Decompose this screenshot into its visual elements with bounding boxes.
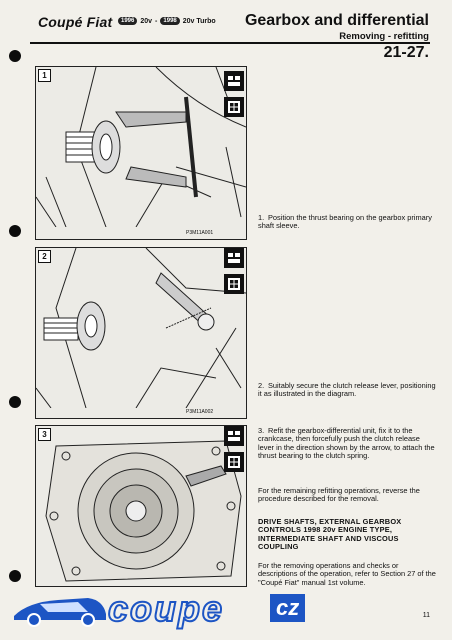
section-subtitle: Removing - refitting xyxy=(339,31,429,42)
figure-code: P3M11A002 xyxy=(186,409,214,415)
figure-number: 3 xyxy=(38,428,51,441)
remaining-note: For the remaining refitting operations, reverse the procedure described for the removal. xyxy=(258,486,420,504)
header-rule xyxy=(30,42,430,44)
step-3 xyxy=(258,427,436,461)
step-number: 2. xyxy=(258,381,265,390)
assembly-icon xyxy=(224,274,244,294)
binder-hole xyxy=(9,50,21,62)
binder-hole xyxy=(9,225,21,237)
figure-1-drawing xyxy=(36,67,246,227)
step-2 xyxy=(258,382,436,399)
figure-code: P3M11A001 xyxy=(186,230,214,236)
figure-number: 2 xyxy=(38,250,51,263)
brand-title: Coupé Fiat xyxy=(38,14,113,30)
figure-2 xyxy=(35,247,247,419)
assembly-icon xyxy=(224,452,244,472)
step-text: Position the thrust bearing on the gearbox primary shaft sleeve. xyxy=(258,213,432,231)
step-number: 1. xyxy=(258,213,265,222)
tool-icon xyxy=(224,426,244,446)
page-number: 11 xyxy=(422,612,430,619)
step-text: Suitably secure the clutch release lever, positioning it as illustrated in the diagram. xyxy=(258,381,436,399)
step-1 xyxy=(258,214,436,231)
binder-hole xyxy=(9,396,21,408)
tool-icon xyxy=(224,71,244,91)
figure-3 xyxy=(35,425,247,587)
engine-1-label: 20v xyxy=(140,17,153,25)
coupe-watermark xyxy=(8,586,328,634)
year-to-badge: 1998 xyxy=(160,17,179,25)
figure-1 xyxy=(35,66,247,240)
step-text: Refit the gearbox-differential unit, fix it to the crankcase, then forcefully push the clutch release lever in the direction shown by the arrow, to attach the thrust bearing to the clutch spring. xyxy=(258,426,435,461)
figure-2-drawing xyxy=(36,248,246,408)
binder-hole xyxy=(9,570,21,582)
assembly-icon xyxy=(224,97,244,117)
watermark-suffix: cz xyxy=(270,594,305,622)
tool-icon xyxy=(224,248,244,268)
dash: - xyxy=(155,17,158,25)
page-reference: 21-27. xyxy=(383,44,429,61)
reference-note: For the removing operations and checks or descriptions of the operation, refer to Section 27 of the "Coupé Fiat" manual 1st volume. xyxy=(258,561,436,587)
section-title: Gearbox and differential xyxy=(244,12,429,29)
section-heading: DRIVE SHAFTS, EXTERNAL GEARBOX CONTROLS 1998 20v ENGINE TYPE, INTERMEDIATE SHAFT AND VISCOUS COUPLING xyxy=(258,517,402,552)
engine-2-label: 20v Turbo xyxy=(182,17,216,25)
year-from-badge: 1996 xyxy=(118,17,137,25)
step-number: 3. xyxy=(258,426,265,435)
watermark-text: coupe xyxy=(108,588,225,629)
figure-number: 1 xyxy=(38,69,51,82)
figure-3-drawing xyxy=(36,426,246,586)
brand-models xyxy=(118,17,216,25)
